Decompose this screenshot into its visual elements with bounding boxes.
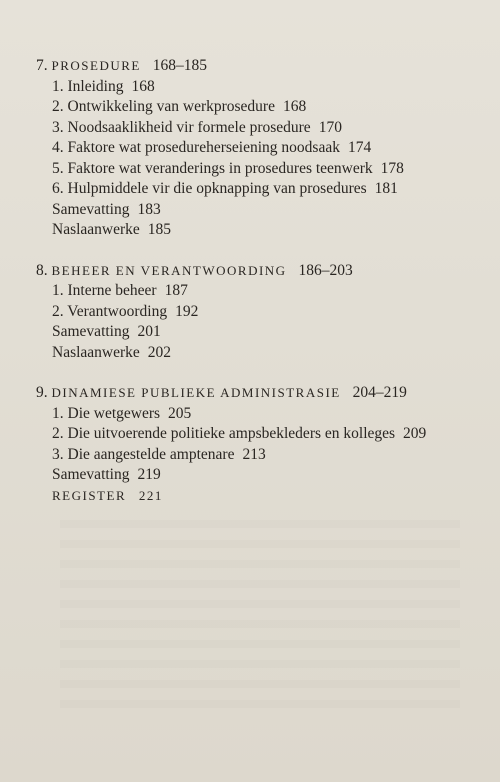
entry-page: 187 [164,282,188,299]
register-page: 221 [138,487,163,503]
entry-page: 185 [147,221,172,238]
entry-label: 3. Die aangestelde amptenare [52,445,235,463]
toc-entry [52,159,486,180]
chapter-heading [36,56,486,77]
entry-page: 174 [347,139,372,156]
entry-label: 5. Faktore wat veranderings in prosedures teenwerk [52,159,373,177]
entry-label: Samevatting [52,466,130,483]
entry-page: 219 [137,466,161,483]
chapter-title: DINAMIESE PUBLIEKE ADMINISTRASIE [51,385,341,400]
entry-label: 3. Noodsaaklikheid vir formele prosedure [52,118,311,136]
chapter-pages: 186–203 [298,261,353,279]
entry-label: 1. Inleiding [52,77,124,95]
entry-page: 168 [282,98,307,115]
chapter-title: BEHEER EN VERANTWOORDING [51,262,287,278]
toc-entry [52,179,486,200]
entry-page: 168 [131,77,155,95]
toc-entry [52,404,486,425]
entry-label: Naslaanwerke [52,343,140,361]
entry-label: 2. Die uitvoerende politieke ampsbekleders en kolleges [52,425,396,442]
spacer [36,241,486,261]
entry-page: 202 [147,343,172,361]
entry-page: 181 [374,180,398,197]
chapter-pages: 168–185 [152,57,207,74]
chapter-heading [36,261,486,282]
entry-page: 205 [168,404,192,422]
register-label: REGISTER [52,487,127,503]
entry-page: 209 [403,425,427,442]
toc-entry [52,445,486,466]
toc-entry [52,322,486,343]
entry-page: 183 [137,200,161,218]
toc-entry [52,220,486,241]
chapter-number: 7. [36,57,48,74]
toc-entry [52,97,486,118]
chapter-title: PROSEDURE [51,58,141,73]
entry-page: 170 [318,118,342,136]
entry-page: 192 [175,302,199,320]
chapter-number: 8. [36,261,48,279]
toc-entry [52,200,486,221]
toc-entry [52,343,486,364]
toc-entry [52,118,486,139]
toc-entry [52,424,486,445]
entry-label: 1. Interne beheer [52,282,157,299]
toc-entry [52,465,486,486]
toc-entry [52,77,486,98]
spacer [36,363,486,383]
toc-entry [52,302,486,323]
show-through-texture [60,520,460,720]
chapter-pages: 204–219 [352,384,407,401]
entry-label: Naslaanwerke [52,221,140,238]
entry-page: 213 [242,445,266,463]
register-entry [52,486,486,507]
table-of-contents [36,56,486,506]
entry-page: 178 [380,159,404,177]
entry-page: 201 [137,323,161,340]
entry-label: Samevatting [52,200,130,218]
toc-entry [52,138,486,159]
chapter-heading [36,383,486,404]
entry-label: 2. Verantwoording [52,302,168,320]
entry-label: 1. Die wetgewers [52,404,161,422]
toc-entry [52,281,486,302]
entry-label: Samevatting [52,323,130,340]
entry-label: 4. Faktore wat prosedureherseiening noodsaak [52,139,340,156]
entry-label: 2. Ontwikkeling van werkprosedure [52,98,275,115]
entry-label: 6. Hulpmiddele vir die opknapping van prosedures [52,180,367,197]
chapter-number: 9. [36,384,48,401]
